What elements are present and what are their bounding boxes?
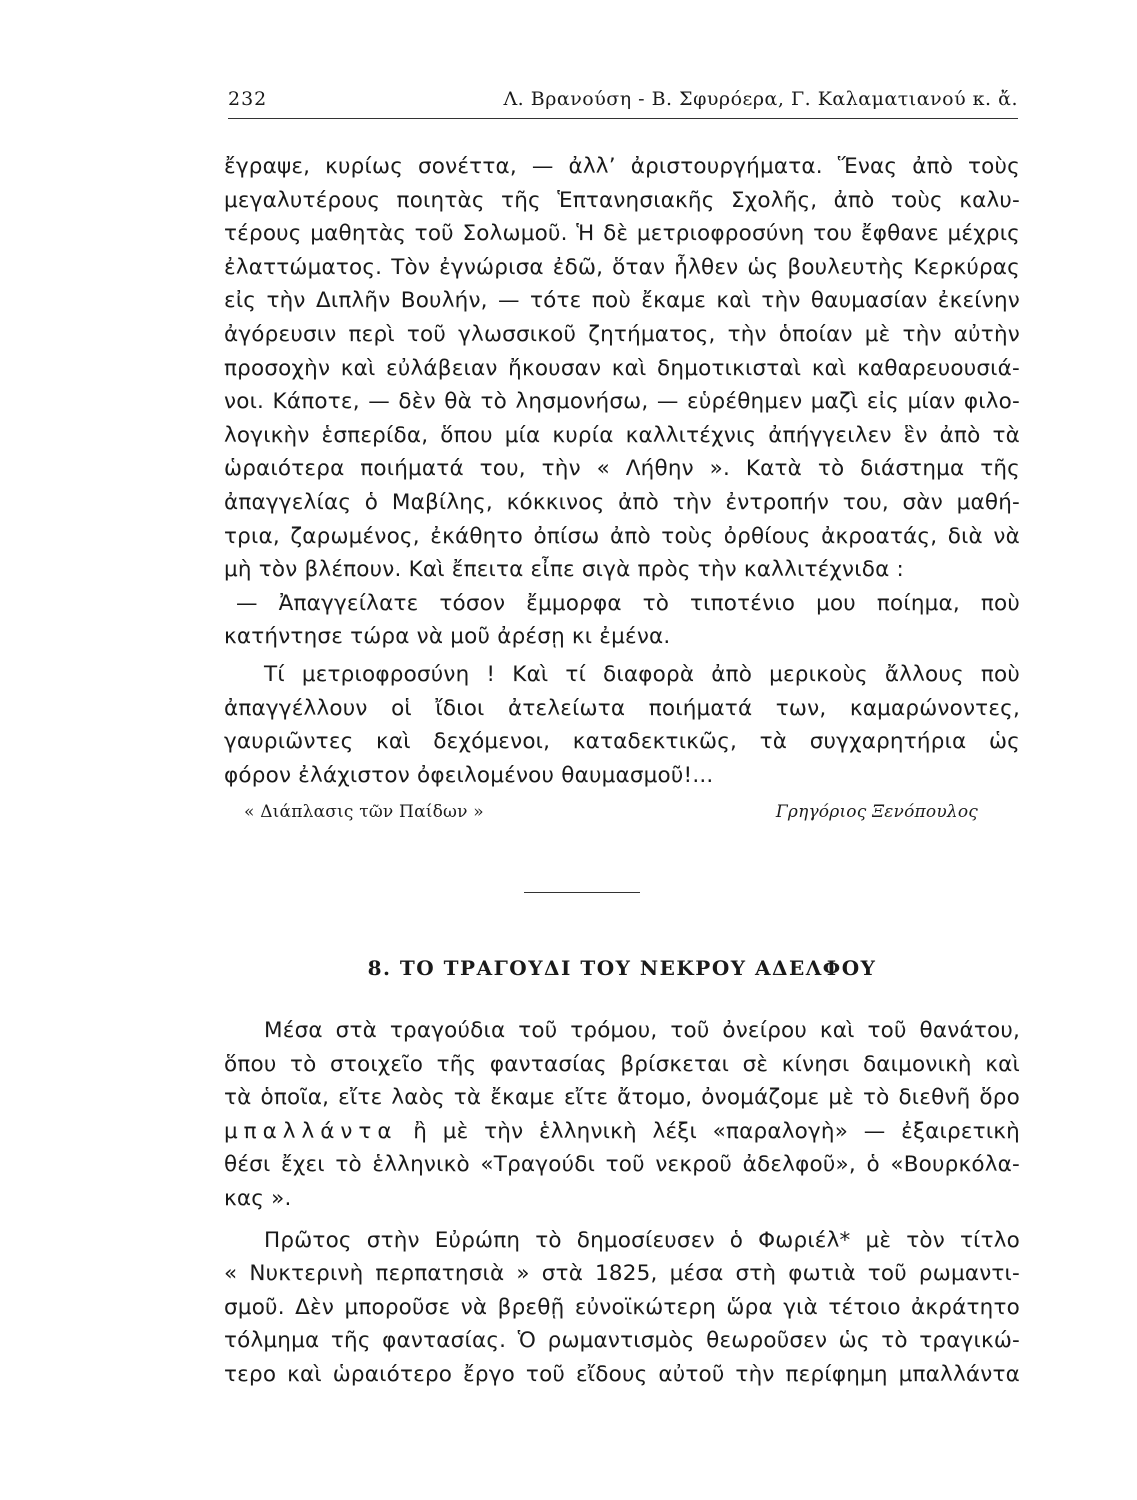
text-fragment: ἢ μὲ τὴν ἑλληνικὴ λέξι «παραλογὴ» — ἐξαιρετικὴ	[397, 1118, 1020, 1144]
text-line: τρια, ζαρωμένος, ἐκάθητο ὀπίσω ἀπὸ τοὺς ὀρθίους ἀκροατάς, διὰ νὰ	[224, 523, 1020, 549]
text-line: τὰ ὁποῖα, εἴτε λαὸς τὰ ἔκαμε εἴτε ἄτομο, ὀνομάζομε μὲ τὸ διεθνῆ ὅρο	[224, 1085, 1020, 1111]
text-line: μεγαλυτέρους ποιητὰς τῆς Ἑπτανησιακῆς Σχολῆς, ἀπὸ τοὺς καλυ-	[224, 187, 1020, 213]
dialogue-line: κατήντησε τώρα νὰ μοῦ ἀρέσῃ κι ἐμένα.	[224, 624, 671, 650]
text-line: ἐλαττώματος. Τὸν ἐγνώρισα ἐδῶ, ὅταν ἦλθεν ὡς βουλευτὴς Κερκύρας	[224, 254, 1020, 280]
text-line: ἔγραψε, κυρίως σονέττα, — ἀλλ’ ἀριστουργήματα. Ἕνας ἀπὸ τοὺς	[224, 154, 1020, 179]
attribution-source: « Διάπλασις τῶν Παίδων »	[244, 802, 484, 823]
text-line: ὡραιότερα ποιήματά του, τὴν « Λήθην ». Κατὰ τὸ διάστημα τῆς	[224, 456, 1020, 482]
text-line: Πρῶτος στὴν Εὐρώπη τὸ δημοσίευσεν ὁ Φωριέλ* μὲ τὸν τίτλο	[264, 1227, 1020, 1253]
chapter-title: 8. ΤΟ ΤΡΑΓΟΥΔΙ ΤΟΥ ΝΕΚΡΟΥ ΑΔΕΛΦΟΥ	[367, 956, 877, 980]
text-line: λογικὴν ἑσπερίδα, ὅπου μία κυρία καλλιτέχνις ἀπήγγειλεν ἓν ἀπὸ τὰ	[224, 422, 1020, 448]
text-line: φόρον ἐλάχιστον ὀφειλομένου θαυμασμοῦ!...	[224, 762, 714, 788]
text-line: ἀγόρευσιν περὶ τοῦ γλωσσικοῦ ζητήματος, τὴν ὁποίαν μὲ τὴν αὐτὴν	[224, 321, 1020, 347]
text-line: ἀπαγγελίας ὁ Μαβίλης, κόκκινος ἀπὸ τὴν ἐντροπήν του, σὰν μαθή-	[224, 489, 1020, 515]
text-line: Τί μετριοφροσύνη ! Καὶ τί διαφορὰ ἀπὸ μερικοὺς ἄλλους ποὺ	[264, 661, 1020, 687]
text-line: τερο καὶ ὡραιότερο ἔργο τοῦ εἴδους αὐτοῦ τὴν περίφημη μπαλλάντα	[224, 1361, 1020, 1387]
text-line: εἰς τὴν Διπλῆν Βουλήν, — τότε ποὺ ἔκαμε καὶ τὴν θαυμασίαν ἐκείνην	[224, 288, 1020, 314]
running-head-authors: Λ. Βρανούση - Β. Σφυρόερα, Γ. Καλαματιανού κ. ἄ.	[503, 88, 1018, 110]
section-divider	[524, 892, 640, 893]
text-line: « Νυκτερινὴ περπατησιὰ » στὰ 1825, μέσα στὴ φωτιὰ τοῦ ρωμαντι-	[224, 1261, 1020, 1287]
spaced-term: μπαλλάντα	[224, 1118, 398, 1144]
text-line: ὅπου τὸ στοιχεῖο τῆς φαντασίας βρίσκεται σὲ κίνησι δαιμονικὴ καὶ	[224, 1051, 1020, 1077]
section-2-text	[224, 1014, 1020, 1392]
text-line: μὴ τὸν βλέπουν. Καὶ ἔπειτα εἶπε σιγὰ πρὸς τὴν καλλιτέχνιδα :	[224, 557, 904, 583]
text-line: Μέσα στὰ τραγούδια τοῦ τρόμου, τοῦ ὀνείρου καὶ τοῦ θανάτου,	[264, 1018, 1020, 1043]
text-line: νοι. Κάποτε, — δὲν θὰ τὸ λησμονήσω, — εὑρέθημεν μαζὶ εἰς μίαν φιλο-	[224, 389, 1020, 415]
text-line	[224, 1115, 1020, 1149]
text-line: κας ».	[224, 1185, 292, 1211]
text-line: σμοῦ. Δὲν μποροῦσε νὰ βρεθῇ εὐνοϊκώτερη ὥρα γιὰ τέτοιο ἀκράτητο	[224, 1294, 1020, 1320]
text-line: γαυριῶντες καὶ δεχόμενοι, καταδεκτικῶς, τὰ συγχαρητήρια ὡς	[224, 729, 1020, 755]
dialogue-line: — Ἀπαγγείλατε τόσον ἔμμορφα τὸ τιποτένιο μου ποίημα, ποὺ	[236, 590, 1020, 616]
header-rule	[228, 118, 1018, 119]
text-line: ἀπαγγέλλουν οἱ ἴδιοι ἀτελείωτα ποιήματά των, καμαρώνοντες,	[224, 695, 1020, 721]
text-line: προσοχὴν καὶ εὐλάβειαν ἤκουσαν καὶ δημοτικισταὶ καὶ καθαρευουσιά-	[224, 355, 1020, 381]
page-number: 232	[228, 88, 268, 110]
section-1-text	[224, 150, 1020, 830]
text-line: τόλμημα τῆς φαντασίας. Ὁ ρωμαντισμὸς θεωροῦσεν ὡς τὸ τραγικώ-	[224, 1328, 1020, 1354]
text-line: τέρους μαθητὰς τοῦ Σολωμοῦ. Ἡ δὲ μετριοφροσύνη του ἔφθανε μέχρις	[224, 221, 1020, 247]
attribution-author: Γρηγόριος Ξενόπουλος	[775, 802, 978, 823]
attribution	[224, 796, 1020, 830]
running-head	[228, 74, 1018, 110]
text-line: θέσι ἔχει τὸ ἑλληνικὸ «Τραγούδι τοῦ νεκροῦ ἀδελφοῦ», ὁ «Βουρκόλα-	[224, 1152, 1020, 1178]
